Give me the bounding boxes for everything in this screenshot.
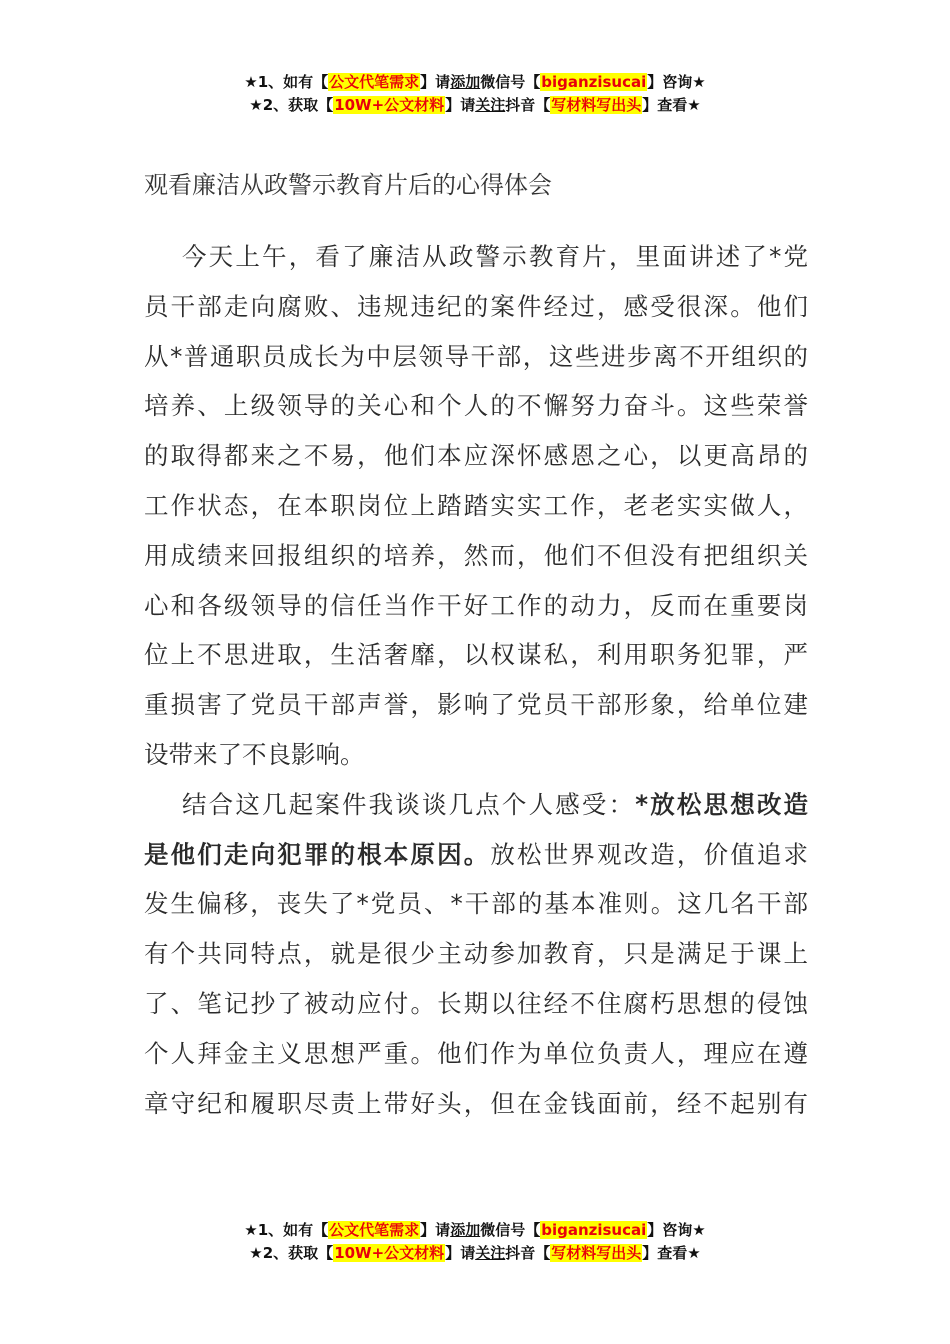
banner-line-2 (0, 94, 950, 117)
banner-wechat-id: biganzisucai (541, 1221, 647, 1239)
banner-highlight: 10W+公文材料 (334, 1244, 445, 1262)
banner-line-1 (0, 71, 950, 94)
paragraph-line: 员干部走向腐败、违规违纪的案件经过，感受很深。他们 (144, 291, 808, 321)
banner-douyin-id: 写材料写出头 (551, 1244, 642, 1262)
paragraph-line: 个人拜金主义思想严重。他们作为单位负责人，理应在遵 (144, 1038, 808, 1068)
banner-underlined: 添加 (450, 73, 481, 91)
banner-text: 】请 (420, 73, 451, 91)
paragraph-bold-text: *放松思想改造 (635, 789, 809, 819)
header-banner (0, 71, 950, 117)
banner-text: 】咨询★ (647, 73, 706, 91)
paragraph-line: 用成绩来回报组织的培养，然而，他们不但没有把组织关 (144, 540, 808, 570)
banner-text: ★1、如有【 (244, 1221, 329, 1239)
banner-text: 】查看★ (642, 96, 701, 114)
banner-text: 】请 (445, 96, 476, 114)
banner-highlight: 公文代笔需求 (329, 1221, 420, 1239)
paragraph-line: 有个共同特点，就是很少主动参加教育，只是满足于课上 (144, 939, 808, 969)
paragraph-bold-text: 是他们走向犯罪的根本原因。 (144, 839, 491, 869)
banner-text: 微信号【 (480, 73, 541, 91)
footer-banner (0, 1219, 950, 1265)
banner-underlined: 关注 (475, 1244, 506, 1262)
banner-text: ★1、如有【 (244, 73, 329, 91)
paragraph-line: 了、笔记抄了被动应付。长期以往经不住腐朽思想的侵蚀 (144, 988, 808, 1018)
banner-highlight: 10W+公文材料 (334, 96, 445, 114)
banner-text: ★2、获取【 (249, 96, 334, 114)
banner-line-2 (0, 1242, 950, 1265)
paragraph-text: 结合这几起案件我谈谈几点个人感受： (182, 789, 636, 819)
paragraph-line: 章守纪和履职尽责上带好头，但在金钱面前，经不起别有 (144, 1088, 808, 1118)
banner-text: 微信号【 (480, 1221, 541, 1239)
paragraph-line: 工作状态，在本职岗位上踏踏实实工作，老老实实做人， (144, 490, 808, 520)
paragraph-line: 重损害了党员干部声誉，影响了党员干部形象，给单位建 (144, 690, 808, 720)
banner-underlined: 添加 (450, 1221, 481, 1239)
document-body (144, 232, 808, 1128)
banner-text: 】请 (445, 1244, 476, 1262)
paragraph-line: 设带来了不良影响。 (144, 739, 365, 769)
paragraph-line: 从*普通职员成长为中层领导干部，这些进步离不开组织的 (144, 341, 808, 371)
paragraph-line: 心和各级领导的信任当作干好工作的动力，反而在重要岗 (144, 590, 808, 620)
paragraph-text: 放松世界观改造，价值追求 (490, 839, 809, 869)
banner-text: 抖音【 (505, 1244, 551, 1262)
document-title: 观看廉洁从政警示教育片后的心得体会 (144, 171, 552, 199)
banner-douyin-id: 写材料写出头 (551, 96, 642, 114)
paragraph-line (144, 830, 808, 880)
banner-text: 】查看★ (642, 1244, 701, 1262)
paragraph-line: 今天上午，看了廉洁从政警示教育片，里面讲述了*党 (182, 242, 808, 271)
banner-text: 抖音【 (505, 96, 551, 114)
paragraph-line: 的取得都来之不易，他们本应深怀感恩之心，以更高昂的 (144, 441, 808, 471)
banner-text: 】咨询★ (647, 1221, 706, 1239)
banner-text: 】请 (420, 1221, 451, 1239)
banner-text: ★2、获取【 (249, 1244, 334, 1262)
banner-underlined: 关注 (475, 96, 506, 114)
banner-line-1 (0, 1219, 950, 1242)
paragraph-line: 培养、上级领导的关心和个人的不懈努力奋斗。这些荣誉 (144, 391, 808, 421)
banner-highlight: 公文代笔需求 (329, 73, 420, 91)
paragraph-line: 发生偏移，丧失了*党员、*干部的基本准则。这几名干部 (144, 889, 808, 919)
banner-wechat-id: biganzisucai (541, 73, 647, 91)
paragraph-line (144, 780, 808, 830)
paragraph-line: 位上不思进取，生活奢靡，以权谋私，利用职务犯罪，严 (144, 640, 808, 670)
